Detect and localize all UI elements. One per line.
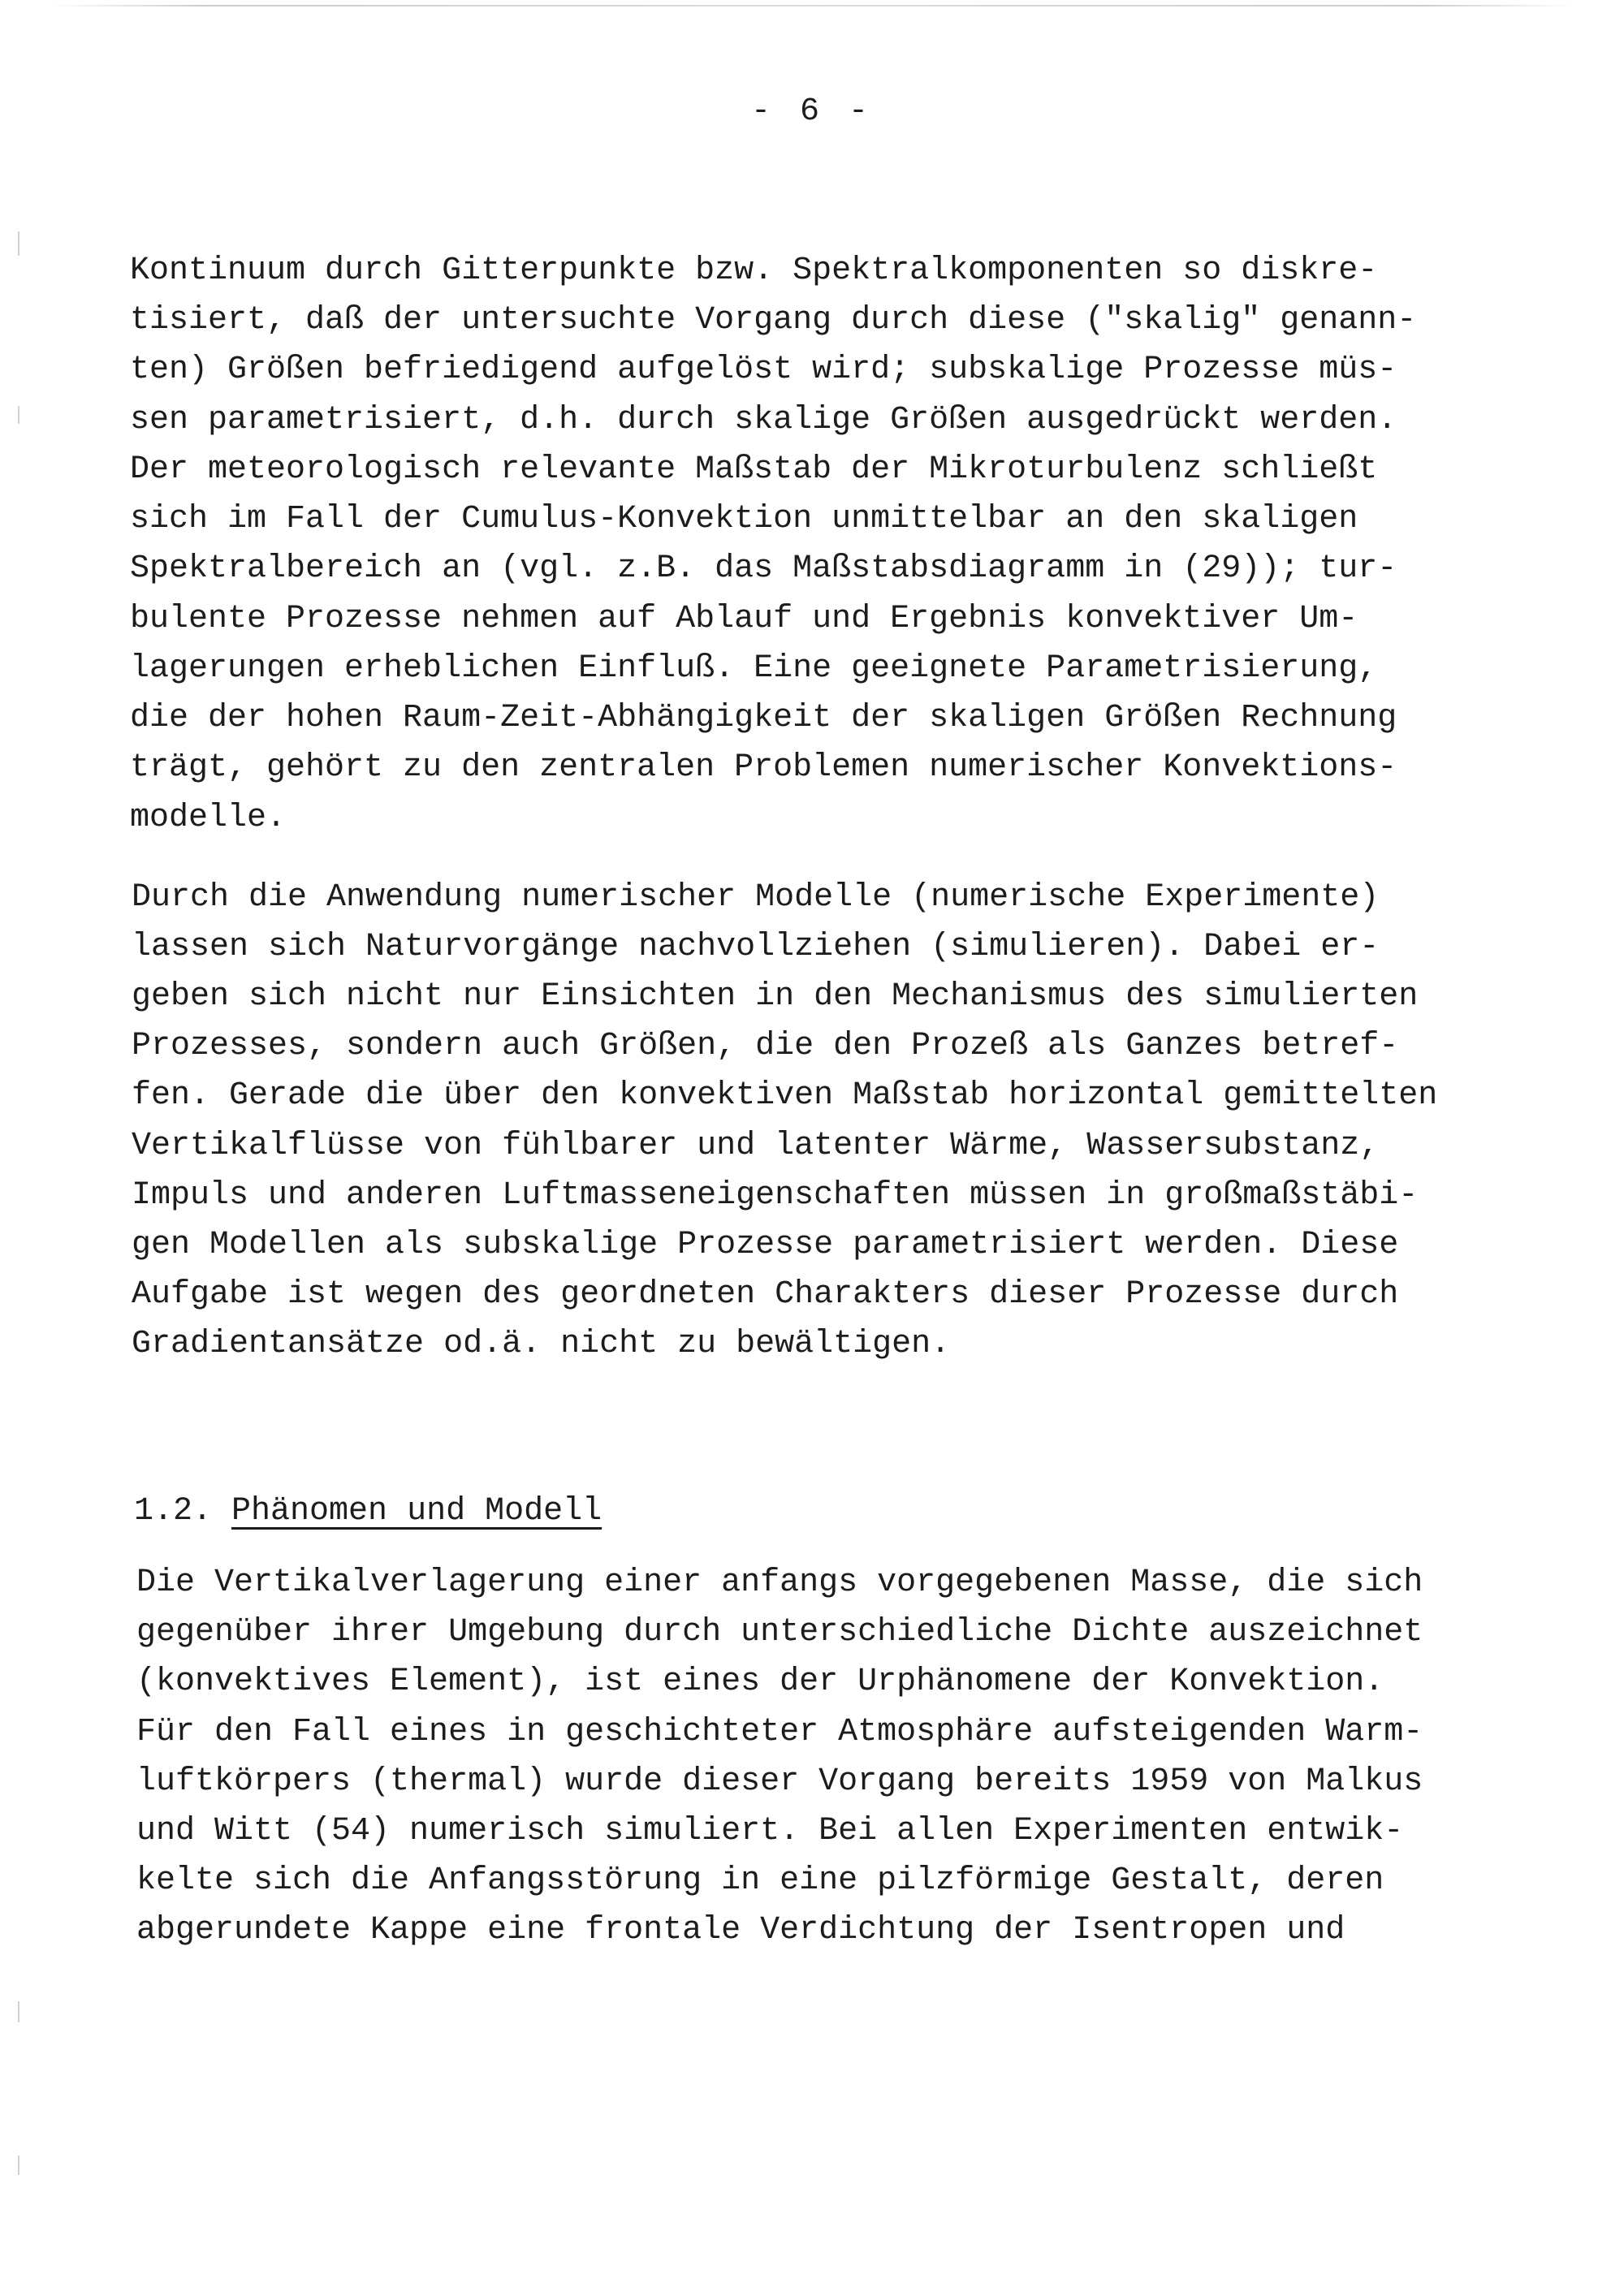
paragraph-2-line: Impuls und anderen Luftmasseneigenschaften müssen in großmaßstäbi- [132, 1177, 1419, 1214]
paragraph-1-line: Der meteorologisch relevante Maßstab der Mikroturbulenz schließt [130, 451, 1378, 488]
section-heading [134, 1492, 602, 1531]
scan-edge-top [49, 5, 1575, 6]
paragraph-2-line: geben sich nicht nur Einsichten in den Mechanismus des simulierten [132, 978, 1419, 1015]
paragraph-1-line: ten) Größen befriedigend aufgelöst wird; subskalige Prozesse müs- [130, 352, 1397, 388]
paragraph-1-line: Kontinuum durch Gitterpunkte bzw. Spektralkomponenten so diskre- [130, 252, 1378, 289]
scan-margin-mark [18, 231, 19, 256]
paragraph-1-line: modelle. [130, 800, 287, 836]
paragraph-2-line: Gradientansätze od.ä. nicht zu bewältigen. [132, 1326, 951, 1362]
paragraph-2-line: Vertikalflüsse von fühlbarer und latenter Wärme, Wassersubstanz, [132, 1128, 1380, 1164]
paragraph-2-line: Prozesses, sondern auch Größen, die den Prozeß als Ganzes betref- [132, 1028, 1399, 1064]
paragraph-2-line: fen. Gerade die über den konvektiven Maßstab horizontal gemittelten [132, 1077, 1438, 1114]
paragraph-3-line: und Witt (54) numerisch simuliert. Bei allen Experimenten entwik- [136, 1813, 1404, 1849]
paragraph-1-line: Spektralbereich an (vgl. z.B. das Maßstabsdiagramm in (29)); tur- [130, 550, 1397, 587]
paragraph-1-line: sen parametrisiert, d.h. durch skalige Größen ausgedrückt werden. [130, 402, 1397, 438]
section-number: 1.2. [134, 1493, 213, 1530]
paragraph-1-line: bulente Prozesse nehmen auf Ablauf und Ergebnis konvektiver Um- [130, 601, 1358, 637]
page-number: - 6 - [750, 93, 874, 130]
paragraph-3-line: luftkörpers (thermal) wurde dieser Vorgang bereits 1959 von Malkus [136, 1763, 1423, 1800]
paragraph-2-line: gen Modellen als subskalige Prozesse parametrisiert werden. Diese [132, 1227, 1399, 1263]
scan-margin-mark [18, 406, 19, 424]
paragraph-2-line: Aufgabe ist wegen des geordneten Charakters dieser Prozesse durch [132, 1276, 1399, 1313]
scan-margin-mark [18, 2156, 19, 2175]
paragraph-1-line: lagerungen erheblichen Einfluß. Eine geeignete Parametrisierung, [130, 650, 1378, 687]
paragraph-3-line: gegenüber ihrer Umgebung durch unterschiedliche Dichte auszeichnet [136, 1614, 1423, 1651]
paragraph-3-line: Die Vertikalverlagerung einer anfangs vorgegebenen Masse, die sich [136, 1564, 1423, 1601]
paragraph-3-line: abgerundete Kappe eine frontale Verdichtung der Isentropen und [136, 1912, 1345, 1949]
paragraph-3-line: kelte sich die Anfangsstörung in eine pilzförmige Gestalt, deren [136, 1862, 1384, 1899]
scan-margin-mark [18, 2001, 19, 2022]
paragraph-3-line: Für den Fall eines in geschichteter Atmosphäre aufsteigenden Warm- [136, 1714, 1423, 1750]
section-title: Phänomen und Modell [231, 1493, 603, 1530]
paragraph-1-line: sich im Fall der Cumulus-Konvektion unmittelbar an den skaligen [130, 501, 1358, 537]
paragraph-1-line: die der hohen Raum-Zeit-Abhängigkeit der skaligen Größen Rechnung [130, 700, 1397, 736]
paragraph-1-line: tisiert, daß der untersuchte Vorgang durch diese ("skalig" genann- [130, 302, 1417, 339]
paragraph-1-line: trägt, gehört zu den zentralen Problemen numerischer Konvektions- [130, 749, 1397, 786]
paragraph-3-line: (konvektives Element), ist eines der Urphänomene der Konvektion. [136, 1664, 1384, 1700]
paragraph-2-line: lassen sich Naturvorgänge nachvollziehen (simulieren). Dabei er- [132, 929, 1380, 965]
paragraph-2-line: Durch die Anwendung numerischer Modelle (numerische Experimente) [132, 879, 1380, 916]
